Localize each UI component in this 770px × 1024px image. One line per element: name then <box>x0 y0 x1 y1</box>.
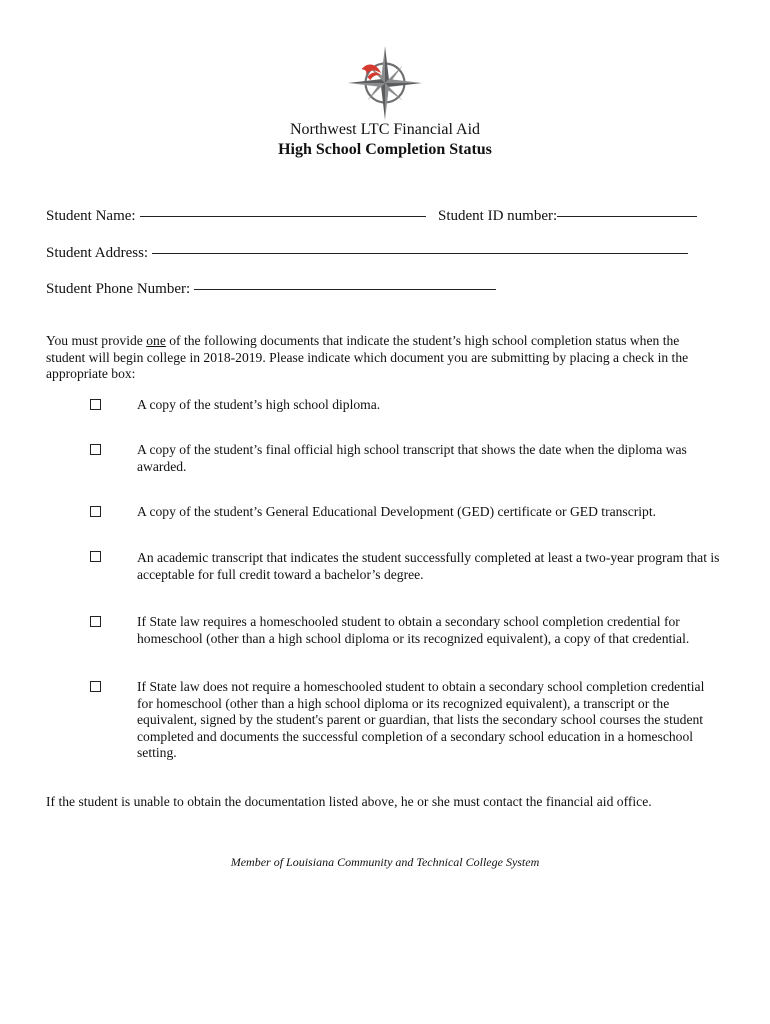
option-homeschool-credential-label: If State law requires a homeschooled student to obtain a secondary school completion credential for homeschool (other than a high school diploma or its recognized equivalent), a copy of that credential. <box>137 614 690 646</box>
student-name-line[interactable] <box>140 215 426 217</box>
student-id-label: Student ID number: <box>438 208 558 224</box>
instructions-paragraph <box>46 333 718 383</box>
option-transcript-label: A copy of the student’s final official high school transcript that shows the date when the diploma was awarded. <box>137 442 687 474</box>
form-organization-title: Northwest LTC Financial Aid <box>289 121 481 138</box>
student-phone-line[interactable] <box>194 288 496 290</box>
instructions-emphasis: one <box>146 333 166 348</box>
student-address-label: Student Address: <box>46 245 149 261</box>
student-name-label: Student Name: <box>46 208 136 224</box>
option-academic-transcript-checkbox[interactable] <box>90 551 101 562</box>
option-homeschool-transcript-label: If State law does not require a homeschooled student to obtain a secondary school completion credential for homeschool (other than a high school diploma or its recognized equivalent), a transcript or the equivalent, signed by the student's parent or guardian, that lists the secondary school courses the student completed and documents the successful completion of a secondary school education in a homeschool setting. <box>137 679 705 760</box>
closing-note: If the student is unable to obtain the documentation listed above, he or she must contact the financial aid office. <box>46 794 652 809</box>
student-phone-field[interactable] <box>46 281 496 298</box>
option-homeschool-credential-checkbox[interactable] <box>90 616 101 627</box>
student-phone-label: Student Phone Number: <box>46 281 191 297</box>
form-title: High School Completion Status <box>278 141 492 158</box>
student-id-line[interactable] <box>557 215 697 217</box>
option-transcript-checkbox[interactable] <box>90 444 101 455</box>
student-name-field[interactable] <box>46 208 426 225</box>
option-academic-transcript-label: An academic transcript that indicates the student successfully completed at least a two-year program that is acceptable for full credit toward a bachelor’s degree. <box>137 550 720 582</box>
option-diploma-label: A copy of the student’s high school diploma. <box>137 397 381 412</box>
option-homeschool-transcript-checkbox[interactable] <box>90 681 101 692</box>
student-id-field[interactable] <box>438 208 697 225</box>
student-address-field[interactable] <box>46 245 688 262</box>
student-address-line[interactable] <box>152 252 688 254</box>
option-ged-label: A copy of the student’s General Educational Development (GED) certificate or GED transcript. <box>137 504 657 519</box>
option-diploma-checkbox[interactable] <box>90 399 101 410</box>
instructions-text-start: You must provide <box>46 333 147 348</box>
instructions-text-end: of the following documents that indicate the student’s high school completion status when the student will begin college in 2018-2019. Please indicate which document you are submitting by placing a check in the appropriate box: <box>46 333 689 381</box>
footer-note: Member of Louisiana Community and Technical College System <box>230 855 540 869</box>
option-ged-checkbox[interactable] <box>90 506 101 517</box>
compass-rose-icon <box>346 44 424 122</box>
